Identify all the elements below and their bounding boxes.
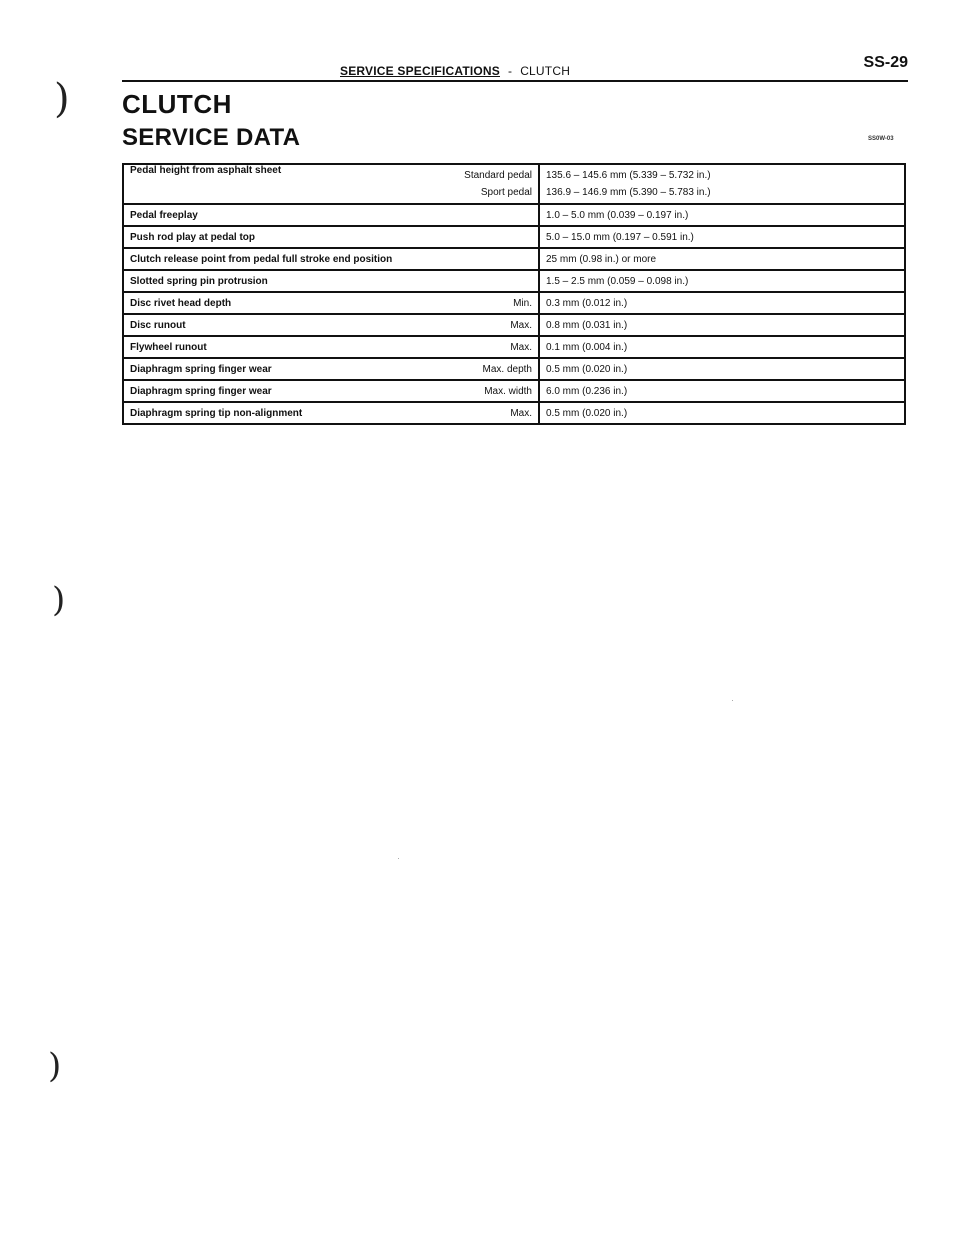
spec-item-name: Diaphragm spring tip non-alignment	[123, 402, 406, 424]
spec-condition-label: Min.	[513, 297, 532, 309]
document-code: SS0W-03	[868, 136, 894, 142]
spec-value	[539, 292, 905, 314]
spec-condition-label: Max.	[510, 341, 532, 353]
spec-condition	[406, 292, 539, 314]
spec-condition-label: Standard pedal	[464, 170, 532, 181]
spec-item-name: Pedal height from asphalt sheet	[123, 164, 406, 204]
spec-condition-label: Sport pedal	[480, 187, 532, 198]
spec-value	[539, 270, 905, 292]
header-subsection: CLUTCH	[520, 64, 571, 78]
table-row	[123, 164, 905, 204]
spec-condition	[406, 270, 539, 292]
binder-mark-top: )	[54, 76, 70, 122]
spec-condition	[406, 226, 539, 248]
spec-condition-label: Max.	[510, 319, 532, 331]
spec-value-text: 0.5 mm (0.020 in.)	[546, 363, 628, 375]
spec-value	[539, 314, 905, 336]
spec-value	[539, 248, 905, 270]
page-number: SS-29	[863, 54, 908, 71]
spec-value-text: 0.5 mm (0.020 in.)	[546, 407, 628, 419]
spec-value-text: 5.0 – 15.0 mm (0.197 – 0.591 in.)	[546, 231, 694, 243]
binder-mark-middle: )	[52, 580, 66, 620]
table-row	[123, 204, 905, 226]
spec-condition-label: Max. depth	[482, 363, 532, 375]
table-row	[123, 402, 905, 424]
spec-condition	[406, 358, 539, 380]
header-rule	[122, 80, 908, 82]
header-separator: -	[507, 64, 513, 78]
spec-value-text: 136.9 – 146.9 mm (5.390 – 5.783 in.)	[546, 187, 711, 198]
spec-value-text: 0.3 mm (0.012 in.)	[546, 297, 628, 309]
spec-value-text: 25 mm (0.98 in.) or more	[546, 253, 657, 265]
service-data-table	[122, 163, 906, 425]
spec-item-name: Clutch release point from pedal full stroke end position	[123, 248, 406, 270]
table-row	[123, 380, 905, 402]
spec-item-name: Disc rivet head depth	[123, 292, 406, 314]
table-row	[123, 358, 905, 380]
spec-condition	[406, 380, 539, 402]
spec-condition	[406, 336, 539, 358]
spec-item-name: Diaphragm spring finger wear	[123, 380, 406, 402]
running-header	[340, 64, 570, 78]
spec-value	[539, 380, 905, 402]
scan-speck	[398, 858, 399, 859]
table-row	[123, 314, 905, 336]
table-row	[123, 226, 905, 248]
section-title: SERVICE DATA	[122, 124, 301, 151]
spec-value-text: 1.0 – 5.0 mm (0.039 – 0.197 in.)	[546, 209, 689, 221]
spec-condition	[406, 204, 539, 226]
binder-mark-bottom: )	[48, 1046, 62, 1086]
spec-item-name: Push rod play at pedal top	[123, 226, 406, 248]
table-row	[123, 336, 905, 358]
spec-value	[539, 336, 905, 358]
spec-value-text: 1.5 – 2.5 mm (0.059 – 0.098 in.)	[546, 275, 689, 287]
spec-condition-label: Max. width	[484, 385, 532, 397]
spec-item-name: Slotted spring pin protrusion	[123, 270, 406, 292]
spec-condition	[406, 164, 539, 204]
table-row	[123, 270, 905, 292]
scan-speck	[732, 700, 733, 701]
spec-value	[539, 402, 905, 424]
spec-condition	[406, 248, 539, 270]
spec-item-name: Disc runout	[123, 314, 406, 336]
spec-value	[539, 204, 905, 226]
table-row	[123, 292, 905, 314]
spec-condition-label: Max.	[510, 407, 532, 419]
header-section: SERVICE SPECIFICATIONS	[340, 64, 500, 78]
page-title: CLUTCH	[122, 89, 232, 119]
table-row	[123, 248, 905, 270]
spec-value	[539, 226, 905, 248]
spec-value-text: 135.6 – 145.6 mm (5.339 – 5.732 in.)	[546, 170, 711, 181]
spec-item-name: Diaphragm spring finger wear	[123, 358, 406, 380]
spec-value	[539, 358, 905, 380]
spec-value-text: 0.1 mm (0.004 in.)	[546, 341, 628, 353]
spec-condition	[406, 314, 539, 336]
spec-item-name: Flywheel runout	[123, 336, 406, 358]
spec-value-text: 6.0 mm (0.236 in.)	[546, 385, 628, 397]
spec-condition	[406, 402, 539, 424]
spec-value-text: 0.8 mm (0.031 in.)	[546, 319, 628, 331]
spec-value	[539, 164, 905, 204]
spec-item-name: Pedal freeplay	[123, 204, 406, 226]
